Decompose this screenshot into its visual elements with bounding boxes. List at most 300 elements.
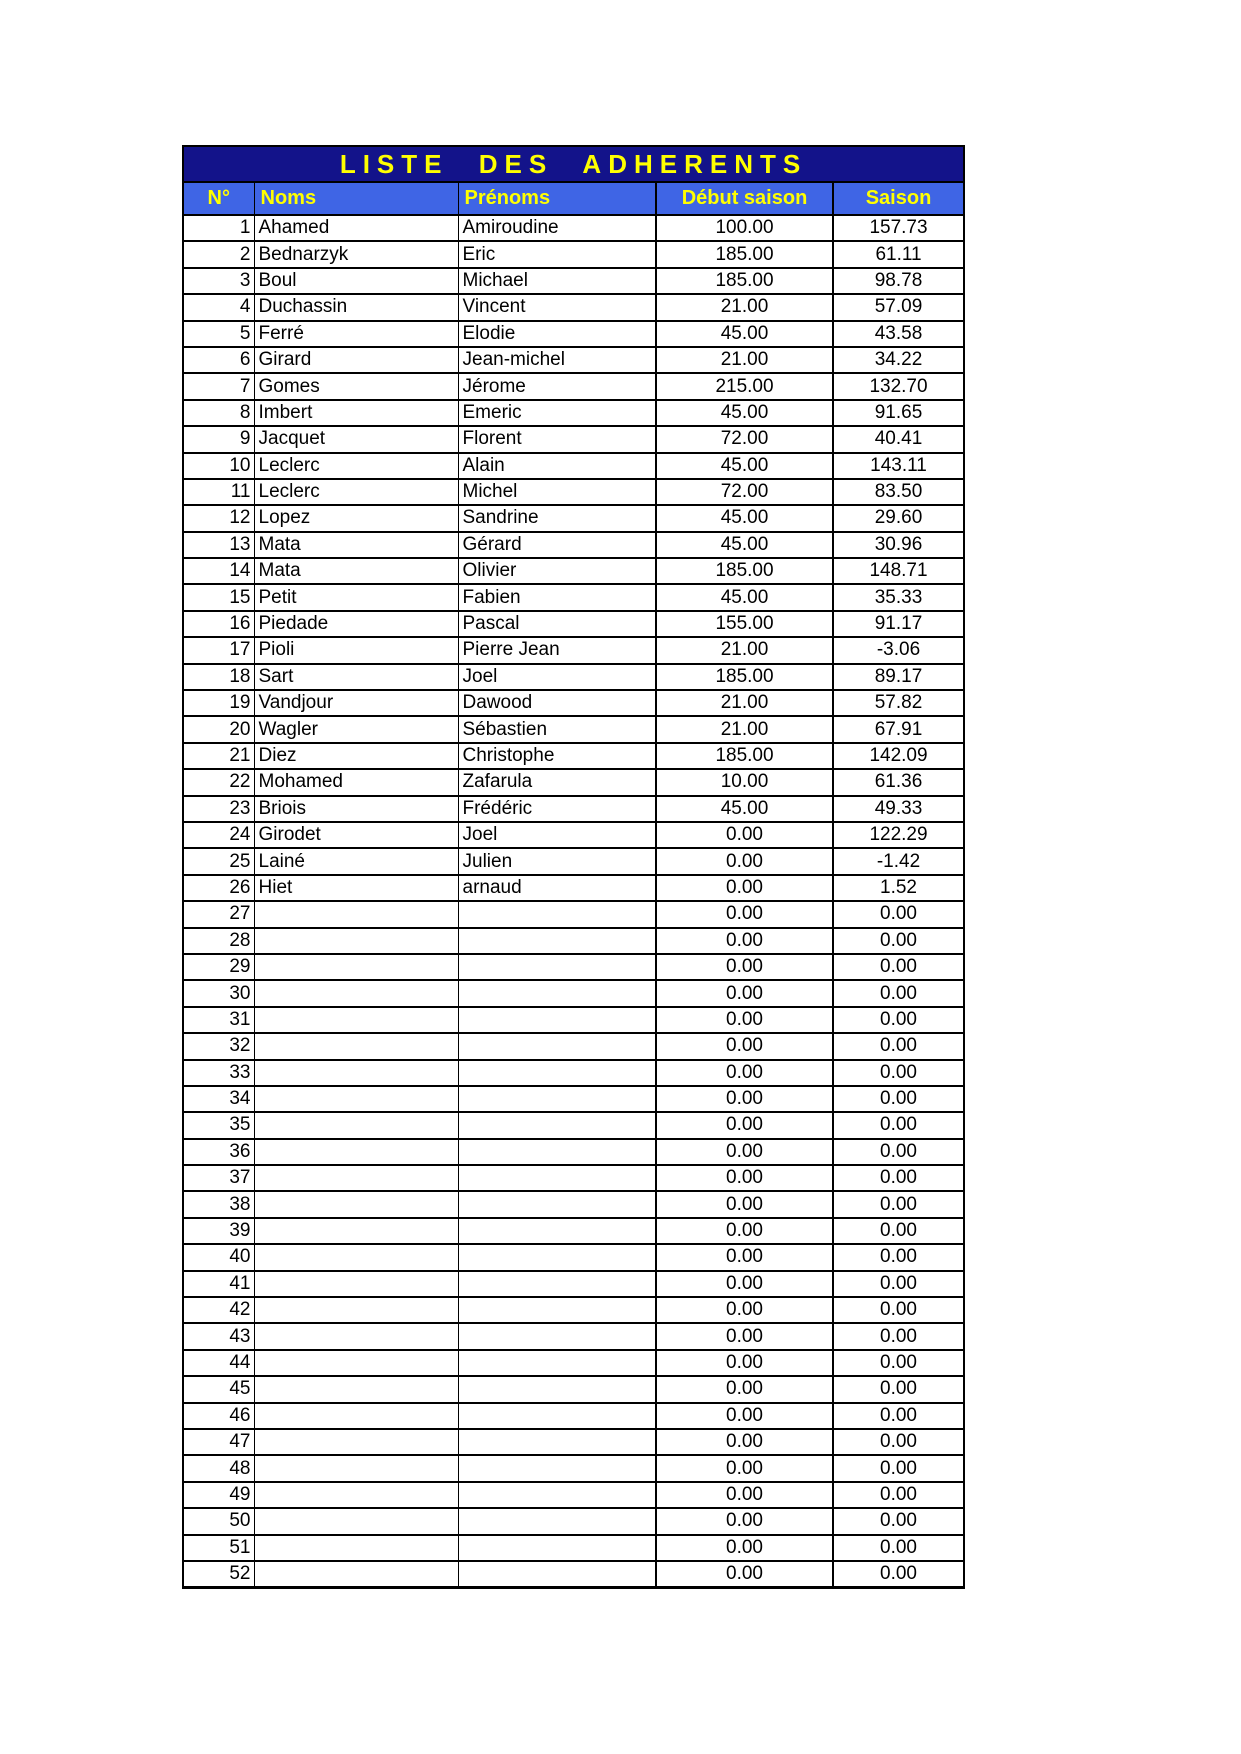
cell-prenom: Julien	[458, 848, 656, 874]
table-row	[183, 268, 964, 294]
cell-numero: 37	[183, 1165, 254, 1191]
cell-nom: Diez	[254, 743, 458, 769]
cell-debut-saison: 0.00	[656, 928, 833, 954]
table-row	[183, 664, 964, 690]
cell-debut-saison: 0.00	[656, 1060, 833, 1086]
table-row	[183, 584, 964, 610]
cell-nom: Briois	[254, 796, 458, 822]
cell-numero: 45	[183, 1376, 254, 1402]
cell-prenom	[458, 1455, 656, 1481]
cell-saison: 0.00	[833, 1191, 964, 1217]
cell-nom: Hiet	[254, 875, 458, 901]
cell-debut-saison: 155.00	[656, 611, 833, 637]
cell-saison: 0.00	[833, 1376, 964, 1402]
cell-prenom	[458, 1376, 656, 1402]
cell-debut-saison: 0.00	[656, 848, 833, 874]
cell-saison: 30.96	[833, 532, 964, 558]
cell-prenom: Jérome	[458, 373, 656, 399]
cell-numero: 35	[183, 1112, 254, 1138]
cell-nom: Vandjour	[254, 690, 458, 716]
cell-saison: 0.00	[833, 1403, 964, 1429]
cell-nom: Pioli	[254, 637, 458, 663]
cell-saison: 142.09	[833, 743, 964, 769]
table-row	[183, 241, 964, 267]
table-row	[183, 1191, 964, 1217]
table-row	[183, 1350, 964, 1376]
cell-prenom: arnaud	[458, 875, 656, 901]
cell-nom: Piedade	[254, 611, 458, 637]
cell-debut-saison: 0.00	[656, 1429, 833, 1455]
table-row	[183, 1086, 964, 1112]
cell-numero: 11	[183, 479, 254, 505]
cell-numero: 7	[183, 373, 254, 399]
cell-prenom	[458, 1508, 656, 1534]
cell-nom	[254, 1482, 458, 1508]
table-row	[183, 1561, 964, 1588]
cell-numero: 51	[183, 1535, 254, 1561]
cell-saison: 57.82	[833, 690, 964, 716]
cell-debut-saison: 0.00	[656, 954, 833, 980]
table-row	[183, 1297, 964, 1323]
cell-prenom	[458, 1033, 656, 1059]
cell-numero: 3	[183, 268, 254, 294]
adherents-sheet	[182, 145, 963, 1589]
cell-numero: 41	[183, 1271, 254, 1297]
cell-debut-saison: 21.00	[656, 690, 833, 716]
cell-nom	[254, 1060, 458, 1086]
table-row	[183, 479, 964, 505]
cell-prenom	[458, 928, 656, 954]
cell-prenom	[458, 954, 656, 980]
cell-numero: 8	[183, 400, 254, 426]
cell-numero: 52	[183, 1561, 254, 1588]
cell-nom: Girodet	[254, 822, 458, 848]
cell-debut-saison: 0.00	[656, 901, 833, 927]
cell-saison: 132.70	[833, 373, 964, 399]
cell-debut-saison: 0.00	[656, 1007, 833, 1033]
column-header-debut-saison: Début saison	[656, 182, 833, 215]
cell-nom	[254, 1218, 458, 1244]
cell-nom	[254, 1297, 458, 1323]
cell-saison: 61.36	[833, 769, 964, 795]
cell-nom: Boul	[254, 268, 458, 294]
cell-debut-saison: 100.00	[656, 215, 833, 241]
cell-prenom	[458, 1323, 656, 1349]
cell-debut-saison: 45.00	[656, 505, 833, 531]
cell-debut-saison: 0.00	[656, 1508, 833, 1534]
table-row	[183, 743, 964, 769]
cell-nom: Sart	[254, 664, 458, 690]
cell-saison: 57.09	[833, 294, 964, 320]
cell-debut-saison: 0.00	[656, 1033, 833, 1059]
cell-prenom: Florent	[458, 426, 656, 452]
cell-debut-saison: 45.00	[656, 400, 833, 426]
cell-prenom	[458, 1007, 656, 1033]
cell-saison: 0.00	[833, 1060, 964, 1086]
cell-debut-saison: 21.00	[656, 637, 833, 663]
cell-saison: 0.00	[833, 1455, 964, 1481]
table-row	[183, 321, 964, 347]
cell-saison: 83.50	[833, 479, 964, 505]
table-row	[183, 875, 964, 901]
cell-prenom: Amiroudine	[458, 215, 656, 241]
cell-numero: 26	[183, 875, 254, 901]
table-row	[183, 215, 964, 241]
cell-nom: Petit	[254, 584, 458, 610]
cell-nom: Mata	[254, 558, 458, 584]
cell-saison: 0.00	[833, 901, 964, 927]
cell-nom	[254, 1429, 458, 1455]
cell-nom	[254, 1086, 458, 1112]
cell-prenom: Joel	[458, 664, 656, 690]
cell-saison: 89.17	[833, 664, 964, 690]
table-row	[183, 1455, 964, 1481]
cell-prenom	[458, 1429, 656, 1455]
cell-numero: 38	[183, 1191, 254, 1217]
cell-numero: 39	[183, 1218, 254, 1244]
cell-saison: 0.00	[833, 1244, 964, 1270]
cell-numero: 28	[183, 928, 254, 954]
cell-numero: 44	[183, 1350, 254, 1376]
cell-numero: 13	[183, 532, 254, 558]
cell-numero: 18	[183, 664, 254, 690]
cell-numero: 29	[183, 954, 254, 980]
cell-saison: -1.42	[833, 848, 964, 874]
cell-numero: 23	[183, 796, 254, 822]
cell-nom	[254, 1455, 458, 1481]
table-row	[183, 928, 964, 954]
cell-nom	[254, 1112, 458, 1138]
cell-numero: 40	[183, 1244, 254, 1270]
table-row	[183, 1218, 964, 1244]
cell-saison: 0.00	[833, 954, 964, 980]
table-row	[183, 769, 964, 795]
cell-nom: Wagler	[254, 716, 458, 742]
cell-nom	[254, 1350, 458, 1376]
cell-numero: 2	[183, 241, 254, 267]
column-header-numero: N°	[183, 182, 254, 215]
table-row	[183, 294, 964, 320]
cell-nom	[254, 1376, 458, 1402]
cell-prenom: Frédéric	[458, 796, 656, 822]
cell-nom	[254, 1561, 458, 1588]
cell-saison: 143.11	[833, 453, 964, 479]
cell-debut-saison: 45.00	[656, 584, 833, 610]
cell-nom: Gomes	[254, 373, 458, 399]
cell-prenom: Michel	[458, 479, 656, 505]
cell-saison: 122.29	[833, 822, 964, 848]
cell-nom	[254, 1403, 458, 1429]
cell-saison: 0.00	[833, 1112, 964, 1138]
cell-numero: 47	[183, 1429, 254, 1455]
cell-nom: Lopez	[254, 505, 458, 531]
table-row	[183, 400, 964, 426]
cell-prenom: Christophe	[458, 743, 656, 769]
cell-prenom: Joel	[458, 822, 656, 848]
cell-nom: Leclerc	[254, 453, 458, 479]
table-row	[183, 1244, 964, 1270]
cell-numero: 49	[183, 1482, 254, 1508]
cell-prenom: Michael	[458, 268, 656, 294]
cell-numero: 27	[183, 901, 254, 927]
table-row	[183, 1139, 964, 1165]
cell-nom: Lainé	[254, 848, 458, 874]
cell-saison: 91.65	[833, 400, 964, 426]
cell-saison: 98.78	[833, 268, 964, 294]
cell-nom	[254, 980, 458, 1006]
cell-prenom	[458, 1482, 656, 1508]
column-header-row	[183, 182, 964, 215]
table-row	[183, 453, 964, 479]
cell-saison: 35.33	[833, 584, 964, 610]
cell-debut-saison: 0.00	[656, 1218, 833, 1244]
cell-prenom: Eric	[458, 241, 656, 267]
cell-numero: 10	[183, 453, 254, 479]
cell-numero: 4	[183, 294, 254, 320]
cell-saison: 0.00	[833, 1218, 964, 1244]
cell-saison: 0.00	[833, 1139, 964, 1165]
cell-numero: 48	[183, 1455, 254, 1481]
table-row	[183, 822, 964, 848]
cell-prenom: Vincent	[458, 294, 656, 320]
table-row	[183, 1007, 964, 1033]
cell-saison: 0.00	[833, 1482, 964, 1508]
cell-numero: 46	[183, 1403, 254, 1429]
cell-nom	[254, 1271, 458, 1297]
cell-debut-saison: 0.00	[656, 1244, 833, 1270]
cell-debut-saison: 0.00	[656, 1191, 833, 1217]
cell-debut-saison: 10.00	[656, 769, 833, 795]
cell-numero: 24	[183, 822, 254, 848]
cell-prenom: Olivier	[458, 558, 656, 584]
table-row	[183, 1535, 964, 1561]
cell-numero: 21	[183, 743, 254, 769]
cell-nom: Leclerc	[254, 479, 458, 505]
cell-numero: 43	[183, 1323, 254, 1349]
cell-debut-saison: 0.00	[656, 1323, 833, 1349]
cell-numero: 12	[183, 505, 254, 531]
cell-numero: 30	[183, 980, 254, 1006]
cell-saison: 0.00	[833, 1033, 964, 1059]
cell-nom: Mohamed	[254, 769, 458, 795]
cell-nom	[254, 1323, 458, 1349]
cell-prenom: Emeric	[458, 400, 656, 426]
cell-debut-saison: 21.00	[656, 716, 833, 742]
cell-saison: 49.33	[833, 796, 964, 822]
cell-numero: 25	[183, 848, 254, 874]
cell-prenom: Jean-michel	[458, 347, 656, 373]
cell-debut-saison: 0.00	[656, 1535, 833, 1561]
cell-saison: 34.22	[833, 347, 964, 373]
cell-saison: 0.00	[833, 1535, 964, 1561]
cell-debut-saison: 45.00	[656, 453, 833, 479]
cell-numero: 5	[183, 321, 254, 347]
cell-numero: 42	[183, 1297, 254, 1323]
cell-nom: Duchassin	[254, 294, 458, 320]
cell-prenom	[458, 1086, 656, 1112]
cell-saison: 43.58	[833, 321, 964, 347]
cell-saison: 91.17	[833, 611, 964, 637]
cell-numero: 50	[183, 1508, 254, 1534]
cell-saison: 29.60	[833, 505, 964, 531]
cell-nom: Bednarzyk	[254, 241, 458, 267]
table-row	[183, 558, 964, 584]
cell-numero: 20	[183, 716, 254, 742]
cell-saison: 0.00	[833, 980, 964, 1006]
cell-debut-saison: 0.00	[656, 1403, 833, 1429]
cell-debut-saison: 21.00	[656, 347, 833, 373]
cell-debut-saison: 0.00	[656, 1165, 833, 1191]
cell-debut-saison: 21.00	[656, 294, 833, 320]
cell-debut-saison: 72.00	[656, 479, 833, 505]
cell-numero: 19	[183, 690, 254, 716]
cell-nom: Imbert	[254, 400, 458, 426]
title-row	[183, 146, 964, 182]
cell-debut-saison: 0.00	[656, 1482, 833, 1508]
cell-prenom: Sébastien	[458, 716, 656, 742]
cell-nom: Mata	[254, 532, 458, 558]
adherents-table	[182, 145, 965, 1589]
table-row	[183, 690, 964, 716]
table-row	[183, 1060, 964, 1086]
cell-prenom	[458, 1139, 656, 1165]
cell-debut-saison: 185.00	[656, 664, 833, 690]
cell-debut-saison: 45.00	[656, 796, 833, 822]
cell-saison: 0.00	[833, 1086, 964, 1112]
cell-numero: 15	[183, 584, 254, 610]
cell-saison: 0.00	[833, 1297, 964, 1323]
cell-nom	[254, 1535, 458, 1561]
page-title: LISTE DES ADHERENTS	[183, 146, 964, 182]
cell-prenom: Fabien	[458, 584, 656, 610]
cell-numero: 36	[183, 1139, 254, 1165]
cell-debut-saison: 0.00	[656, 1376, 833, 1402]
cell-debut-saison: 72.00	[656, 426, 833, 452]
cell-saison: 40.41	[833, 426, 964, 452]
table-row	[183, 637, 964, 663]
cell-debut-saison: 0.00	[656, 1112, 833, 1138]
cell-nom	[254, 1191, 458, 1217]
cell-saison: 0.00	[833, 1007, 964, 1033]
column-header-prenoms: Prénoms	[458, 182, 656, 215]
cell-debut-saison: 0.00	[656, 822, 833, 848]
cell-nom	[254, 954, 458, 980]
cell-nom: Jacquet	[254, 426, 458, 452]
cell-nom: Ahamed	[254, 215, 458, 241]
cell-prenom	[458, 1165, 656, 1191]
cell-prenom	[458, 1191, 656, 1217]
cell-numero: 6	[183, 347, 254, 373]
table-row	[183, 716, 964, 742]
cell-nom	[254, 901, 458, 927]
cell-debut-saison: 185.00	[656, 558, 833, 584]
cell-numero: 22	[183, 769, 254, 795]
cell-prenom	[458, 1218, 656, 1244]
table-row	[183, 1271, 964, 1297]
cell-prenom	[458, 901, 656, 927]
table-row	[183, 1376, 964, 1402]
cell-numero: 9	[183, 426, 254, 452]
cell-prenom	[458, 1297, 656, 1323]
cell-prenom	[458, 1271, 656, 1297]
cell-prenom: Pascal	[458, 611, 656, 637]
cell-debut-saison: 0.00	[656, 875, 833, 901]
cell-prenom	[458, 1561, 656, 1588]
table-row	[183, 1429, 964, 1455]
table-row	[183, 1112, 964, 1138]
cell-nom	[254, 1508, 458, 1534]
cell-prenom	[458, 1060, 656, 1086]
cell-prenom	[458, 1403, 656, 1429]
cell-prenom	[458, 1535, 656, 1561]
cell-debut-saison: 0.00	[656, 1350, 833, 1376]
cell-debut-saison: 185.00	[656, 241, 833, 267]
cell-prenom: Alain	[458, 453, 656, 479]
table-row	[183, 505, 964, 531]
cell-prenom	[458, 980, 656, 1006]
cell-numero: 32	[183, 1033, 254, 1059]
cell-saison: 0.00	[833, 1429, 964, 1455]
table-row	[183, 1403, 964, 1429]
cell-saison: 1.52	[833, 875, 964, 901]
table-row	[183, 954, 964, 980]
cell-numero: 33	[183, 1060, 254, 1086]
cell-saison: 0.00	[833, 1271, 964, 1297]
table-row	[183, 1482, 964, 1508]
cell-numero: 34	[183, 1086, 254, 1112]
cell-saison: 0.00	[833, 1323, 964, 1349]
cell-numero: 17	[183, 637, 254, 663]
cell-debut-saison: 0.00	[656, 1271, 833, 1297]
cell-debut-saison: 185.00	[656, 743, 833, 769]
cell-saison: 67.91	[833, 716, 964, 742]
cell-saison: 157.73	[833, 215, 964, 241]
table-row	[183, 1508, 964, 1534]
cell-nom	[254, 928, 458, 954]
cell-debut-saison: 185.00	[656, 268, 833, 294]
cell-prenom: Elodie	[458, 321, 656, 347]
cell-debut-saison: 0.00	[656, 980, 833, 1006]
cell-nom	[254, 1165, 458, 1191]
cell-saison: 148.71	[833, 558, 964, 584]
cell-saison: 0.00	[833, 928, 964, 954]
cell-debut-saison: 0.00	[656, 1139, 833, 1165]
table-row	[183, 1165, 964, 1191]
cell-prenom	[458, 1112, 656, 1138]
cell-saison: 0.00	[833, 1165, 964, 1191]
table-row	[183, 347, 964, 373]
cell-numero: 1	[183, 215, 254, 241]
cell-debut-saison: 0.00	[656, 1561, 833, 1588]
cell-prenom: Pierre Jean	[458, 637, 656, 663]
cell-nom: Ferré	[254, 321, 458, 347]
table-row	[183, 373, 964, 399]
cell-debut-saison: 0.00	[656, 1086, 833, 1112]
cell-nom	[254, 1033, 458, 1059]
table-row	[183, 426, 964, 452]
cell-numero: 14	[183, 558, 254, 584]
cell-debut-saison: 0.00	[656, 1297, 833, 1323]
cell-debut-saison: 0.00	[656, 1455, 833, 1481]
table-row	[183, 1033, 964, 1059]
table-body	[183, 215, 964, 1588]
cell-saison: -3.06	[833, 637, 964, 663]
cell-prenom: Zafarula	[458, 769, 656, 795]
cell-debut-saison: 215.00	[656, 373, 833, 399]
cell-nom	[254, 1244, 458, 1270]
column-header-noms: Noms	[254, 182, 458, 215]
cell-prenom	[458, 1244, 656, 1270]
